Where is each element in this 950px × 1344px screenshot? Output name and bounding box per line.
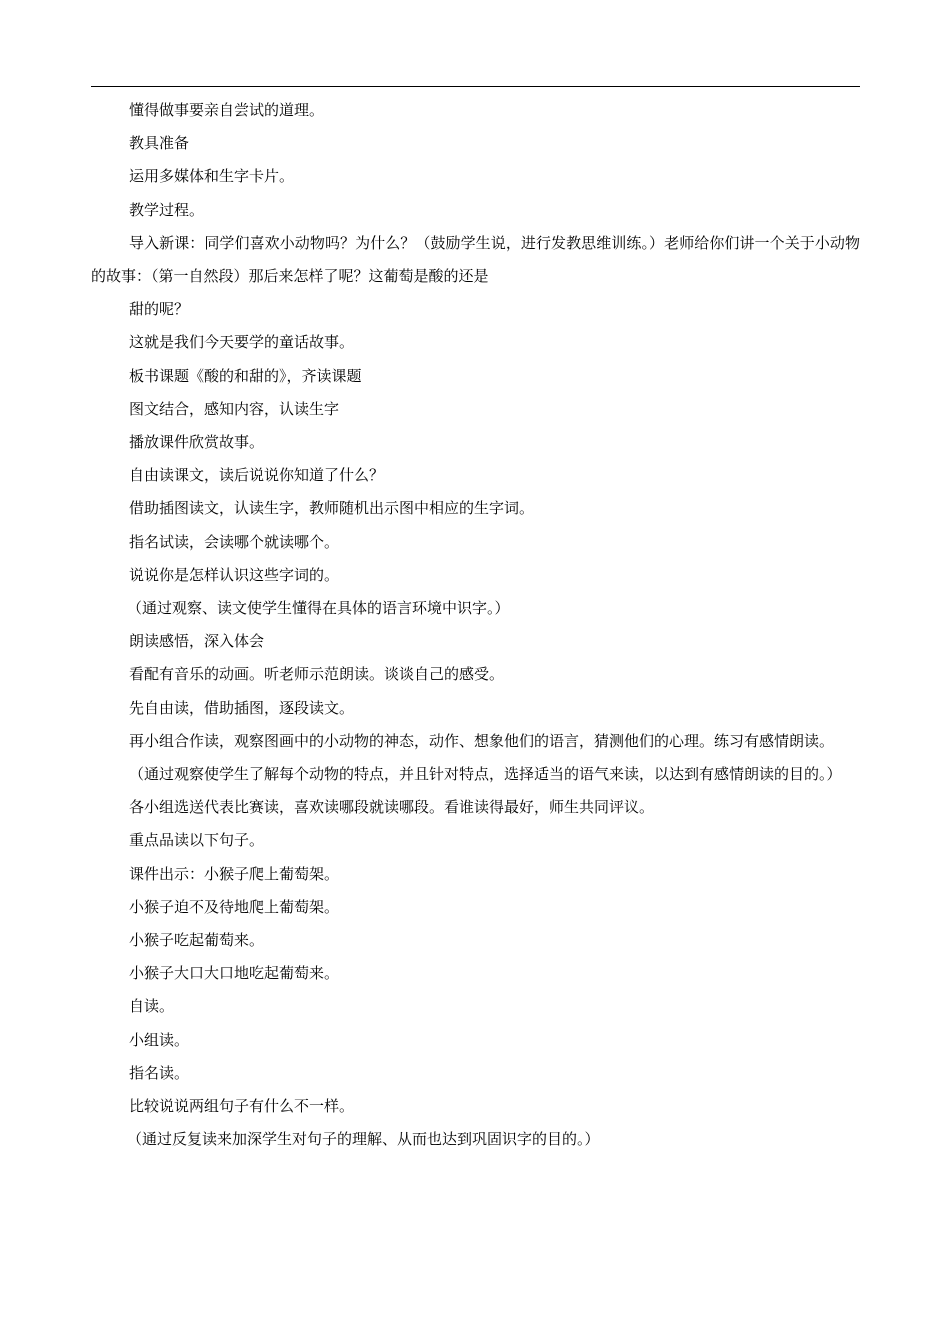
- section-heading: 教具准备: [129, 134, 190, 153]
- paragraph: 小猴子迫不及待地爬上葡萄架。: [129, 897, 340, 916]
- paragraph: 小猴子大口大口地吃起葡萄来。: [129, 964, 340, 983]
- paragraph: 课件出示：小猴子爬上葡萄架。: [129, 864, 340, 883]
- document-body: [91, 94, 860, 1157]
- paragraph: 自由读课文，读后说说你知道了什么？: [129, 466, 385, 485]
- paragraph: 指名读。: [129, 1063, 190, 1082]
- section-heading: 图文结合，感知内容，认读生字: [129, 399, 340, 418]
- paragraph: 甜的呢？: [129, 300, 190, 319]
- section-heading: 朗读感悟，深入体会: [129, 632, 265, 651]
- paragraph: 重点品读以下句子。: [129, 831, 265, 850]
- paragraph: 说说你是怎样认识这些字词的。: [129, 565, 340, 584]
- note-paragraph: （通过观察使学生了解每个动物的特点，并且针对特点，选择适当的语气来读，以达到有感情朗读的目的。）: [129, 765, 842, 784]
- paragraph: 比较说说两组句子有什么不一样。: [129, 1097, 355, 1116]
- paragraph: 借助插图读文，认读生字，教师随机出示图中相应的生字词。: [129, 499, 535, 518]
- paragraph: 板书课题《酸的和甜的》，齐读课题: [129, 366, 362, 385]
- paragraph: 先自由读，借助插图，逐段读文。: [129, 698, 355, 717]
- paragraph: 再小组合作读，观察图画中的小动物的神态，动作、想象他们的语言，猜测他们的心理。练习有感情朗读。: [129, 731, 835, 750]
- paragraph: 播放课件欣赏故事。: [129, 433, 265, 452]
- paragraph: 小组读。: [129, 1030, 190, 1049]
- paragraph: 懂得做事要亲自尝试的道理。: [129, 101, 325, 119]
- paragraph: 小猴子吃起葡萄来。: [129, 931, 265, 950]
- paragraph: 各小组选送代表比赛读，喜欢读哪段就读哪段。看谁读得最好，师生共同评议。: [129, 798, 655, 817]
- section-heading: 教学过程。: [129, 200, 205, 219]
- paragraph: 运用多媒体和生字卡片。: [129, 167, 295, 186]
- paragraph: 自读。: [129, 997, 175, 1016]
- note-paragraph: （通过观察、读文使学生懂得在具体的语言环境中识字。）: [127, 599, 510, 618]
- header-rule: [91, 86, 860, 87]
- paragraph: 看配有音乐的动画。听老师示范朗读。谈谈自己的感受。: [129, 665, 505, 684]
- paragraph: 这就是我们今天要学的童话故事。: [129, 333, 355, 352]
- note-paragraph: （通过反复读来加深学生对句子的理解、从而也达到巩固识字的目的。）: [127, 1130, 600, 1149]
- paragraph: 指名试读，会读哪个就读哪个。: [129, 532, 340, 551]
- paragraph: 导入新课：同学们喜欢小动物吗？为什么？（鼓励学生说，进行发教思维训练。）老师给你们讲一个关于小动物的故事：（第一自然段）那后来怎样了呢？这葡萄是酸的还是: [91, 233, 860, 286]
